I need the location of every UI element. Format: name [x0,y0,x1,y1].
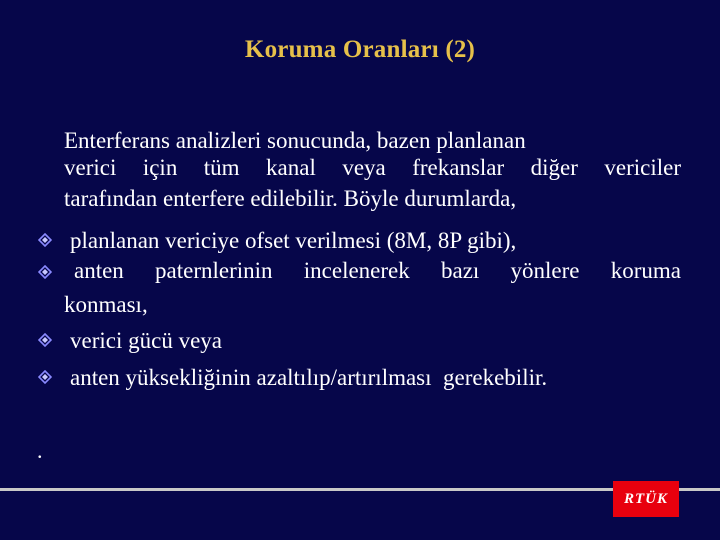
diamond-bullet-icon [38,265,52,279]
slide-title: Koruma Oranları (2) [244,36,476,63]
intro-line-1: Enterferans analizleri sonucunda, bazen planlanan [64,128,526,153]
rtuk-logo [613,481,679,517]
bullet-item-2: anten paternlerinin incelenerek bazı yönlere koruma [74,258,681,283]
bullet-item-2-continuation: konması, [64,292,148,317]
bullet-item-1: planlanan vericiye ofset verilmesi (8M, 8P gibi), [70,228,517,253]
footer-divider [0,488,720,491]
diamond-bullet-icon [38,333,52,347]
logo-text: RTÜK [623,490,668,507]
diamond-bullet-icon [38,233,52,247]
intro-line-3: tarafından enterfere edilebilir. Böyle durumlarda, [64,186,517,211]
intro-line-2: verici için tüm kanal veya frekanslar diğer vericiler [64,155,681,180]
bullet-item-4: anten yüksekliğinin azaltılıp/artırılması gerekebilir. [70,365,548,390]
trailing-mark: . [37,438,43,463]
diamond-bullet-icon [38,370,52,384]
bullet-item-3: verici gücü veya [70,328,222,353]
